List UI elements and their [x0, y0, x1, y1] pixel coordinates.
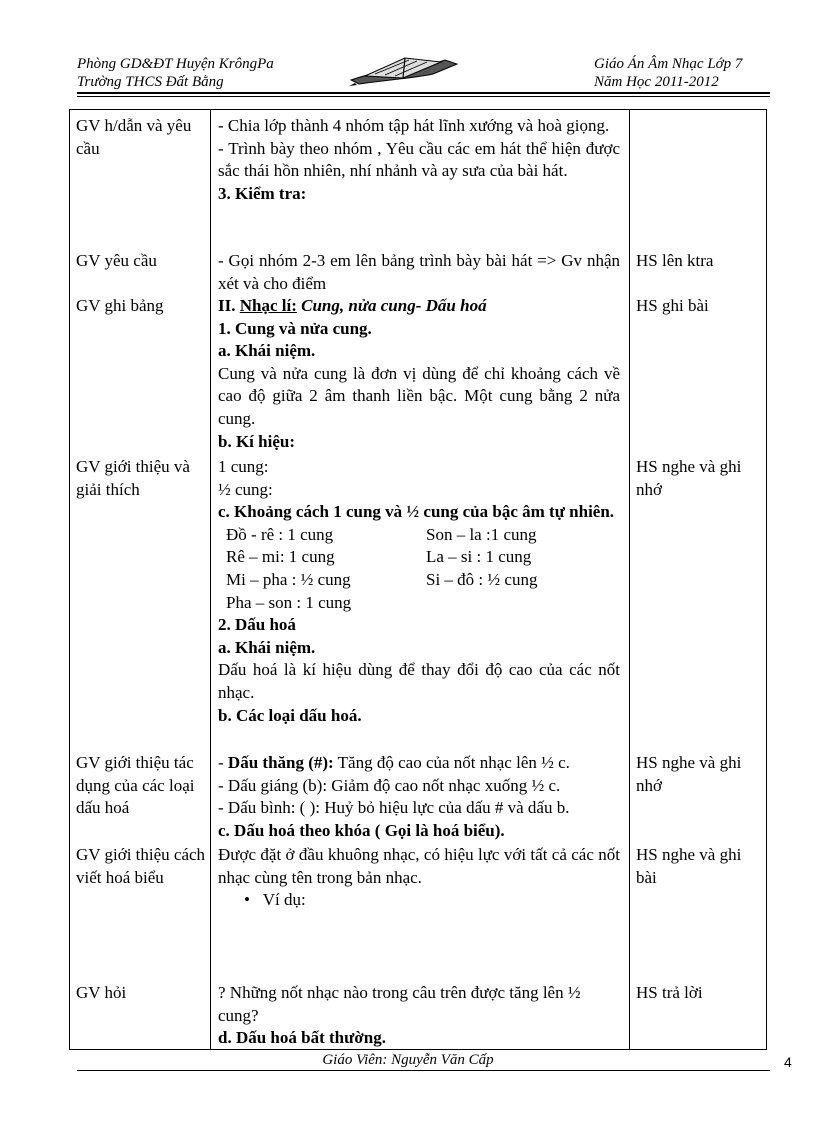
interval-row	[218, 569, 620, 592]
table-divider-left	[210, 109, 211, 1050]
section-heading: 3. Kiểm tra:	[218, 183, 307, 203]
paragraph: - Trình bày theo nhóm , Yêu cầu các em hát thể hiện được sắc thái hồn nhiên, nhí nhảnh và ay sưa của bài hát.	[218, 138, 620, 181]
interval-item: La – si : 1 cung	[426, 547, 532, 567]
section-heading	[218, 295, 620, 318]
teacher-action-cell: GV hỏi	[76, 983, 127, 1002]
accidental-item: - Dấu thăng (#): Tăng độ cao của nốt nhạc lên ½ c.	[218, 753, 570, 772]
sub-heading: c. Khoảng cách 1 cung và ½ cung của bậc âm tự nhiên.	[218, 502, 615, 522]
content-cell	[218, 982, 620, 1050]
sub-heading: b. Kí hiệu:	[218, 431, 295, 451]
teacher-action-cell: GV yêu cầu	[76, 251, 157, 270]
teacher-action-cell: GV giới thiệu cách viết hoá biểu	[76, 845, 206, 887]
content-cell	[218, 844, 620, 912]
teacher-action-cell: GV giới thiệu tác dụng của các loại dấu hoá	[76, 753, 195, 818]
student-action-cell: HS nghe và ghi bài	[636, 845, 742, 887]
student-action-cell: HS nghe và ghi nhớ	[636, 753, 742, 795]
paragraph: - Chia lớp thành 4 nhóm tập hát lĩnh xướng và hoà giọng.	[218, 116, 610, 135]
example-label: Ví dụ:	[262, 890, 306, 910]
footer-rule	[77, 1070, 770, 1071]
teacher-action-cell: GV ghi bảng	[76, 296, 164, 315]
header-subject: Giáo Án Âm Nhạc Lớp 7	[594, 56, 743, 72]
content-cell	[218, 115, 620, 205]
sub-heading: 1. Cung và nửa cung.	[218, 318, 372, 338]
teacher-action-cell: GV h/dẫn và yêu cầu	[76, 116, 192, 158]
header-school-office: Phòng GD&ĐT Huyện KrôngPa	[77, 56, 274, 72]
interval-item: Mi – pha : ½ cung	[226, 569, 351, 589]
student-action-cell: HS nghe và ghi nhớ	[636, 457, 742, 499]
footer-teacher: Giáo Viên: Nguyễn Văn Cấp	[322, 1052, 494, 1068]
accidental-item: - Dấu bình: ( ): Huỷ bỏ hiệu lực của dấu # và dấu b.	[218, 798, 570, 818]
student-action-cell: HS lên ktra	[636, 251, 714, 270]
sub-heading: d. Dấu hoá bất thường.	[218, 1028, 386, 1048]
paragraph: ½ cung:	[218, 479, 273, 499]
interval-item: Đồ - rê : 1 cung	[226, 524, 334, 544]
interval-item: Son – la :1 cung	[426, 524, 537, 544]
teacher-action-cell: GV giới thiệu và giải thích	[76, 457, 190, 499]
interval-item: Rê – mi: 1 cung	[226, 547, 335, 567]
accidental-text: Tăng độ cao của nốt nhạc lên ½ c.	[337, 753, 570, 772]
section-label: Nhạc lí:	[239, 296, 297, 315]
table-divider-right	[629, 109, 630, 1050]
paragraph: Cung và nửa cung là đơn vị dùng để chỉ khoảng cách về cao độ giữa 2 âm thanh liền bậc. Một cung bằng 2 nửa cung.	[218, 363, 620, 428]
paragraph: 1 cung:	[218, 457, 269, 476]
sub-heading: a. Khái niệm.	[218, 637, 316, 657]
header-rule-thin	[77, 96, 770, 97]
accidental-item: - Dấu giáng (b): Giảm độ cao nốt nhạc xuống ½ c.	[218, 775, 561, 795]
header-school-name: Trường THCS Đất Bằng	[77, 74, 224, 90]
header-school-year: Năm Học 2011-2012	[594, 74, 719, 90]
student-action-cell: HS trả lời	[636, 983, 703, 1002]
interval-row	[218, 546, 620, 569]
section-prefix: II.	[218, 296, 236, 315]
sub-heading: 2. Dấu hoá	[218, 615, 296, 635]
question: ? Những nốt nhạc nào trong câu trên được tăng lên ½ cung?	[218, 983, 581, 1025]
interval-row	[218, 524, 620, 547]
sub-heading: b. Các loại dấu hoá.	[218, 705, 362, 725]
interval-item: Si – đô : ½ cung	[426, 569, 538, 589]
book-pen-logo-icon	[345, 50, 465, 88]
header-rule-thick	[77, 92, 770, 94]
section-title: Cung, nửa cung- Dấu hoá	[301, 296, 487, 315]
sub-heading: a. Khái niệm.	[218, 341, 316, 361]
interval-item: Pha – son : 1 cung	[226, 592, 352, 612]
paragraph: Dấu hoá là kí hiệu dùng để thay đổi độ cao của các nốt nhạc.	[218, 660, 620, 702]
content-cell: - Gọi nhóm 2-3 em lên bảng trình bày bài hát => Gv nhận xét và cho điểm	[218, 251, 620, 293]
content-cell	[218, 456, 620, 727]
content-cell	[218, 295, 620, 453]
accidental-label: Dấu thăng (#):	[227, 753, 334, 772]
paragraph: Được đặt ở đầu khuông nhạc, có hiệu lực với tất cả các nốt nhạc cùng tên trong bản nhạc.	[218, 845, 620, 887]
example-bullet: • Ví dụ:	[244, 890, 306, 910]
sub-heading: c. Dấu hoá theo khóa ( Gọi là hoá biểu).	[218, 820, 505, 840]
student-action-cell: HS ghi bài	[636, 296, 709, 315]
content-cell	[218, 752, 620, 842]
page-number: 4	[784, 1054, 792, 1070]
